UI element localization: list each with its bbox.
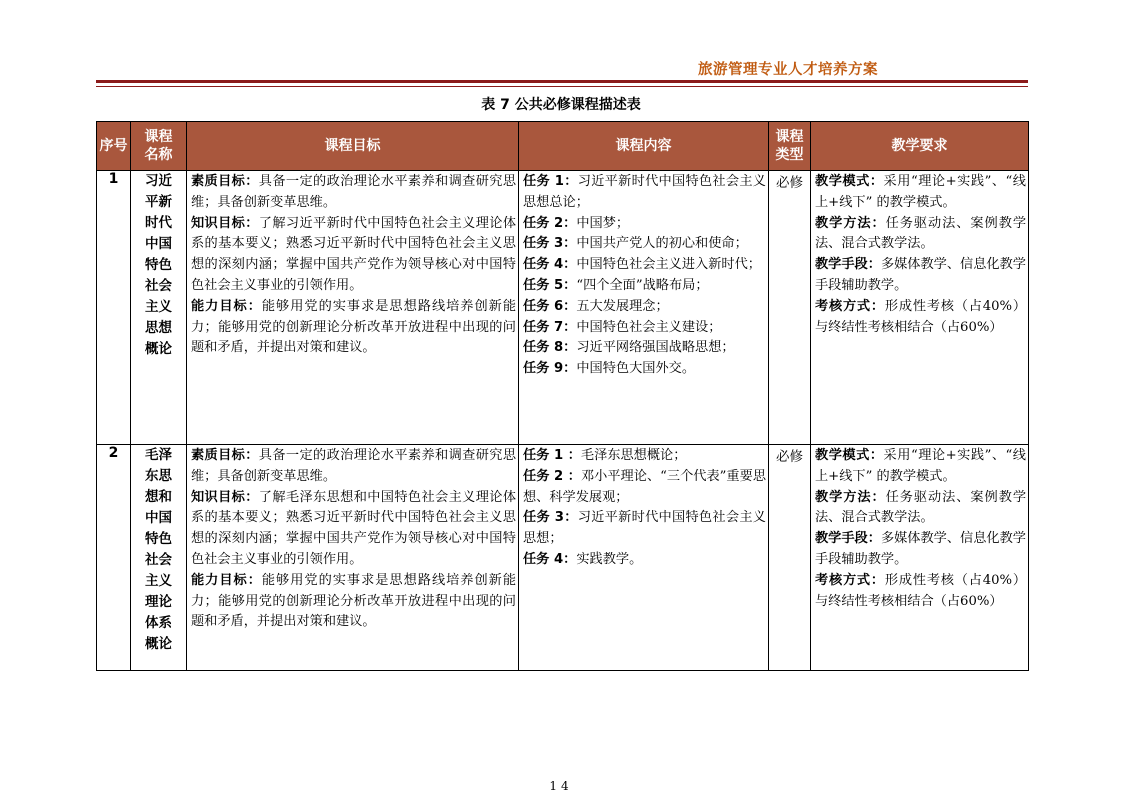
task-label: 任务 2：	[523, 215, 577, 231]
row-number: 2	[97, 445, 131, 671]
req-text: 多媒体教学、信息化教学手段辅助教学。	[815, 531, 1026, 567]
req-label: 教学手段：	[815, 257, 881, 273]
header-rule-thin	[96, 86, 1028, 87]
req-label: 教学手段：	[815, 531, 881, 547]
course-type: 必修	[769, 171, 811, 445]
content-item	[523, 297, 766, 318]
goal-text: 能够用党的实事求是思想路线培养创新能力；能够用党的创新理论分析改革开放进程中出现的问题和矛盾，并提出对策和建议。	[191, 572, 517, 630]
goal-label: 知识目标：	[191, 215, 259, 231]
col-header-type	[769, 122, 811, 171]
col-header-content: 课程内容	[519, 122, 769, 171]
col-header-req: 教学要求	[811, 122, 1029, 171]
req-text: 任务驱动法、案例教学法、混合式教学法。	[815, 489, 1027, 526]
req-item	[815, 529, 1026, 571]
req-text: 形成性考核（占40%）与终结性考核相结合（占60%）	[815, 572, 1027, 609]
req-item	[815, 571, 1026, 613]
course-content-cell	[519, 445, 769, 671]
goal-item	[191, 172, 516, 214]
content-item	[523, 172, 766, 214]
goal-label: 能力目标：	[191, 298, 262, 314]
task-text: 毛泽东思想概论；	[580, 448, 687, 463]
req-label: 教学方法：	[815, 489, 886, 505]
req-text: 采用“理论+实践”、“线上+线下” 的教学模式。	[815, 174, 1026, 210]
content-item	[523, 446, 766, 467]
page-number: 14	[549, 779, 573, 793]
task-text: 中国特色大国外交。	[576, 361, 696, 377]
goal-text: 能够用党的实事求是思想路线培养创新能力；能够用党的创新理论分析改革开放进程中出现的问题和矛盾，并提出对策和建议。	[191, 298, 517, 356]
req-item	[815, 214, 1026, 256]
content-item	[523, 234, 766, 255]
col-header-name-text: 课程名称	[144, 129, 173, 163]
col-header-goal: 课程目标	[187, 122, 519, 171]
col-header-name	[131, 122, 187, 171]
req-label: 考核方式：	[815, 572, 885, 588]
task-label: 任务 3：	[523, 236, 577, 252]
task-label: 任务 8：	[523, 340, 577, 356]
goal-label: 能力目标：	[191, 572, 262, 588]
task-text: 实践教学。	[576, 551, 643, 567]
content-item	[523, 318, 766, 339]
course-goal-cell	[187, 171, 519, 445]
req-text: 多媒体教学、信息化教学手段辅助教学。	[815, 257, 1026, 293]
content-item	[523, 276, 766, 297]
req-item	[815, 297, 1026, 339]
course-goal-cell	[187, 445, 519, 671]
req-label: 考核方式：	[815, 298, 885, 314]
table-row	[97, 445, 1029, 671]
task-text: 中国梦；	[576, 215, 630, 231]
goal-item	[191, 446, 516, 488]
goal-label: 素质目标：	[191, 174, 259, 189]
req-text: 形成性考核（占40%）与终结性考核相结合（占60%）	[815, 298, 1027, 335]
teaching-req-cell	[811, 171, 1029, 445]
content-item	[523, 359, 766, 380]
goal-text: 了解毛泽东思想和中国特色社会主义理论体系的基本要义；熟悉习近平新时代中国特色社会主义思想的深刻内涵；掌握中国共产党作为领导核心对中国特色社会主义事业的引领作用。	[191, 489, 517, 567]
goal-text: 具备一定的政治理论水平素养和调查研究思维；具备创新变革思维。	[191, 174, 517, 210]
goal-text: 具备一定的政治理论水平素养和调查研究思维；具备创新变革思维。	[191, 448, 517, 484]
task-text: 中国特色社会主义建设；	[576, 319, 722, 335]
req-label: 教学模式：	[815, 448, 884, 463]
content-item	[523, 214, 766, 235]
course-name-cell	[131, 171, 187, 445]
req-text: 采用“理论+实践”、“线上+线下” 的教学模式。	[815, 448, 1026, 484]
task-label: 任务 4：	[523, 257, 577, 273]
teaching-req-cell	[811, 445, 1029, 671]
goal-item	[191, 571, 516, 633]
table-row	[97, 171, 1029, 445]
course-name-cell	[131, 445, 187, 671]
header-rule-thick	[96, 80, 1028, 83]
content-item	[523, 255, 766, 276]
task-label: 任务 1：	[523, 174, 578, 189]
goal-label: 知识目标：	[191, 489, 259, 505]
task-text: 五大发展理念；	[576, 298, 669, 314]
goal-text: 了解习近平新时代中国特色社会主义理论体系的基本要义；熟悉习近平新时代中国特色社会主义思想的深刻内涵；掌握中国共产党作为领导核心对中国特色社会主义事业的引领作用。	[191, 215, 517, 293]
goal-item	[191, 214, 516, 297]
goal-item	[191, 297, 516, 359]
task-text: 邓小平理论、“三个代表”重要思想、科学发展观；	[523, 468, 767, 505]
task-label: 任务 3：	[523, 510, 578, 526]
table-caption: 表 7 公共必修课程描述表	[481, 97, 641, 113]
task-label: 任务 9：	[523, 361, 577, 377]
task-label: 任务 7：	[523, 319, 577, 335]
req-label: 教学模式：	[815, 174, 884, 189]
col-header-type-text: 课程类型	[775, 129, 804, 163]
req-label: 教学方法：	[815, 215, 886, 231]
document-header-title: 旅游管理专业人才培养方案	[698, 62, 878, 78]
goal-item	[191, 488, 516, 571]
course-type: 必修	[769, 445, 811, 671]
req-item	[815, 172, 1026, 214]
task-label: 任务 4：	[523, 551, 577, 567]
table-header-row	[97, 122, 1029, 171]
task-text: 中国共产党人的初心和使命；	[576, 236, 748, 252]
content-item	[523, 508, 766, 550]
task-text: “四个全面”战略布局；	[576, 277, 709, 293]
task-text: 习近平网络强国战略思想；	[576, 340, 735, 356]
course-name: 毛泽东思想和中国特色社会主义理论体系概论	[145, 447, 172, 652]
req-text: 任务驱动法、案例教学法、混合式教学法。	[815, 215, 1027, 252]
goal-label: 素质目标：	[191, 448, 259, 463]
task-label: 任务 2 ：	[523, 468, 581, 484]
task-label: 任务 6：	[523, 298, 577, 314]
task-label: 任务 1 ：	[523, 448, 581, 463]
task-label: 任务 5：	[523, 277, 577, 293]
row-number: 1	[97, 171, 131, 445]
course-name: 习近平新时代中国特色社会主义思想概论	[145, 173, 172, 357]
content-item	[523, 338, 766, 359]
task-text: 习近平新时代中国特色社会主义思想总论；	[523, 174, 766, 210]
content-item	[523, 467, 766, 509]
task-text: 中国特色社会主义进入新时代；	[576, 257, 761, 273]
course-table	[96, 121, 1029, 671]
col-header-no: 序号	[97, 122, 131, 171]
content-item	[523, 550, 766, 571]
course-content-cell	[519, 171, 769, 445]
req-item	[815, 488, 1026, 530]
task-text: 习近平新时代中国特色社会主义思想；	[523, 510, 766, 547]
req-item	[815, 255, 1026, 297]
req-item	[815, 446, 1026, 488]
